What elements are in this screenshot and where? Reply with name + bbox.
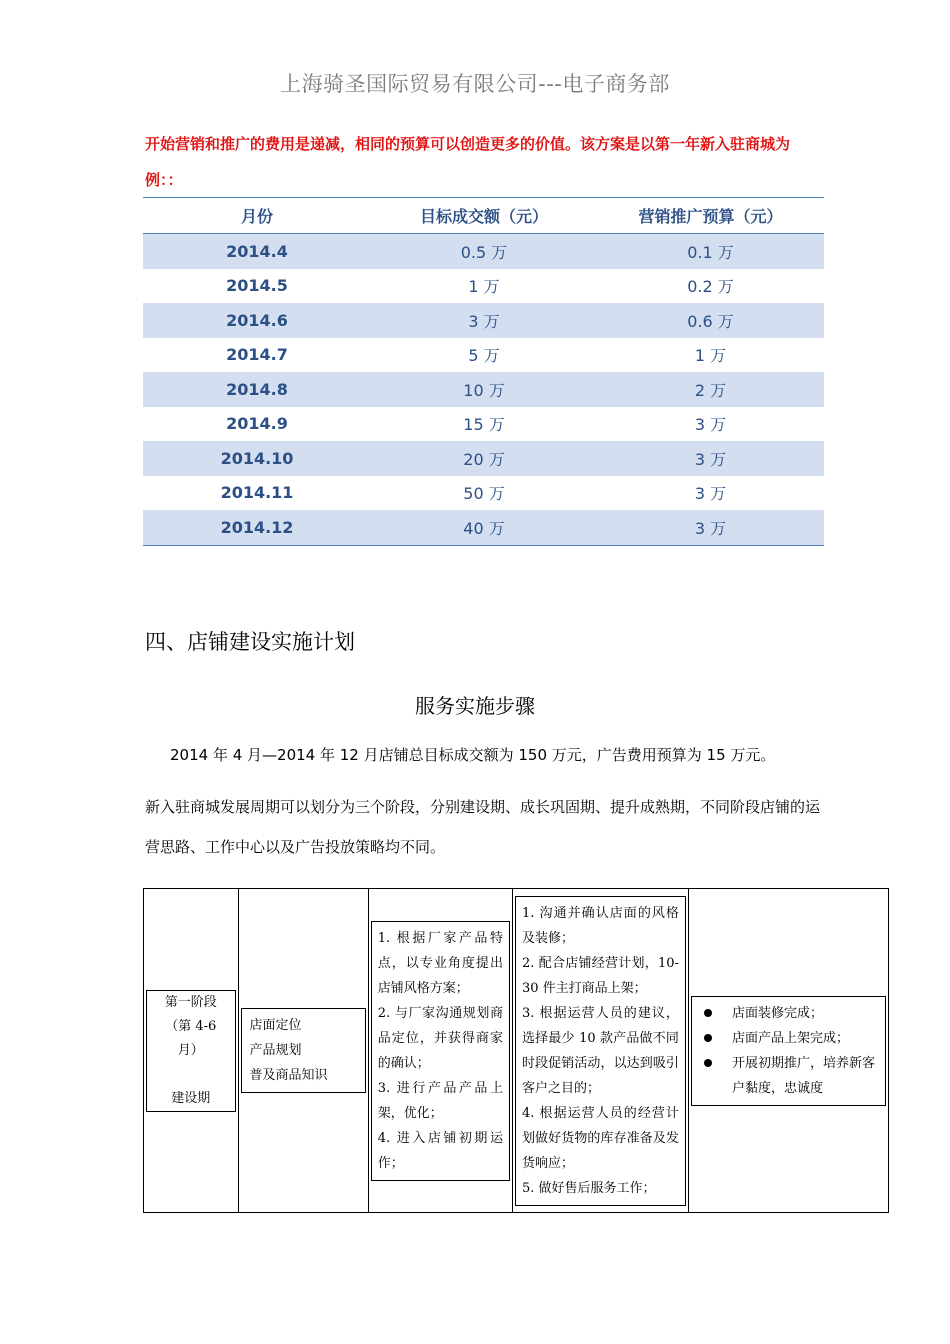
goals-cell [688, 889, 888, 1213]
cell-target: 5 万 [468, 346, 500, 366]
cell-month: 2014.4 [143, 234, 371, 269]
action-item: 2. 与厂家沟通规划商品定位，并获得商家的确认； [377, 1005, 503, 1071]
actions-cell [368, 889, 512, 1213]
stage-cell-frame [146, 990, 236, 1112]
step-item: 3. 根据运营人员的建议，选择最少 10 款产品做不同时段促销活动，以达到吸引客户之目的； [521, 1005, 679, 1096]
implementation-plan-table [143, 888, 889, 1213]
table-row [143, 338, 824, 373]
paragraph-target-summary: 2014 年 4 月—2014 年 12 月店铺总目标成交额为 150 万元，广告费用预算为 15 万元。 [170, 746, 776, 764]
cell-budget: 2 万 [597, 372, 824, 407]
focus-cell-frame [241, 1008, 366, 1093]
cell-target: 20 万 [371, 441, 597, 476]
bullet-icon [704, 1009, 712, 1017]
focus-item: 产品规划 [249, 1043, 302, 1058]
paragraph-phases: 新入驻商城发展周期可以划分为三个阶段，分别建设期、成长巩固期、提升成熟期，不同阶段店铺的运营思路、工作中心以及广告投放策略均不同。 [145, 798, 821, 856]
step-item: 4. 根据运营人员的经营计划做好货物的库存准备及发货响应； [521, 1105, 679, 1171]
cell-budget: 3 万 [597, 441, 824, 476]
goals-cell-frame [691, 996, 886, 1106]
table-row [143, 372, 824, 407]
goal-text: 店面装修完成； [731, 1005, 823, 1021]
cell-month: 2014.6 [143, 303, 371, 338]
cell-month: 2014.10 [143, 441, 371, 476]
cell-month: 2014.11 [220, 483, 294, 503]
cell-budget: 3 万 [597, 510, 824, 545]
header-month: 月份 [143, 198, 371, 234]
actions-cell-frame [371, 921, 510, 1181]
budget-note: 开始营销和推广的费用是递减，相同的预算可以创造更多的价值。该方案是以第一年新入驻商城为例：： [145, 135, 791, 189]
cell-budget: 0.2 万 [687, 277, 734, 297]
table-row [143, 303, 824, 338]
step-item: 5. 做好售后服务工作； [521, 1180, 656, 1196]
step-item: 2. 配合店铺经营计划，10-30 件主打商品上架； [521, 955, 679, 996]
cell-target: 0.5 万 [371, 234, 597, 269]
stage-label: 建设期 [171, 1090, 211, 1106]
cell-month: 2014.5 [226, 276, 288, 296]
stage-name: 第一阶段 [164, 994, 217, 1010]
cell-budget: 3 万 [694, 484, 727, 504]
budget-table-header-row [143, 198, 824, 234]
list-item [702, 1001, 879, 1026]
goal-text: 开展初期推广，培养新客户黏度，忠诚度 [731, 1055, 875, 1096]
steps-cell-frame [515, 896, 686, 1206]
cell-target: 10 万 [371, 372, 597, 407]
goals-list [702, 1001, 879, 1101]
goal-text: 店面产品上架完成； [731, 1030, 849, 1046]
section-heading: 四、店铺建设实施计划 [145, 630, 355, 654]
cell-month: 2014.9 [226, 414, 288, 434]
stage-period: （第 4-6 [165, 1018, 217, 1034]
table-row [143, 234, 824, 269]
action-item: 4. 进入店铺初期运作； [377, 1130, 503, 1171]
cell-target: 15 万 [463, 415, 505, 435]
cell-budget: 3 万 [694, 415, 727, 435]
cell-month: 2014.12 [143, 510, 371, 545]
bullet-icon [704, 1059, 712, 1067]
budget-table [143, 197, 824, 546]
focus-cell [238, 889, 368, 1213]
focus-item: 普及商品知识 [249, 1068, 328, 1083]
stage-cell [144, 889, 239, 1213]
step-item: 1. 沟通并确认店面的风格及装修； [521, 905, 679, 946]
table-row [143, 441, 824, 476]
cell-budget: 0.1 万 [597, 234, 824, 269]
table-row [143, 476, 824, 511]
cell-month: 2014.7 [226, 345, 288, 365]
header-marketing-budget: 营销推广预算（元） [597, 198, 824, 234]
bullet-icon [704, 1034, 712, 1042]
table-row [143, 510, 824, 545]
cell-budget: 0.6 万 [597, 303, 824, 338]
steps-cell [512, 889, 688, 1213]
list-item [702, 1051, 879, 1101]
cell-target: 50 万 [463, 484, 505, 504]
stage-period-end: 月） [177, 1042, 204, 1058]
action-item: 1. 根据厂家产品特点，以专业角度提出店铺风格方案； [377, 930, 503, 996]
action-item: 3. 进行产品产品上架，优化； [377, 1080, 503, 1121]
cell-budget: 1 万 [694, 346, 727, 366]
focus-item: 店面定位 [249, 1018, 302, 1033]
table-row [143, 269, 824, 304]
cell-month: 2014.8 [143, 372, 371, 407]
list-item [702, 1026, 879, 1051]
cell-target: 40 万 [371, 510, 597, 545]
header-target-sales: 目标成交额（元） [371, 198, 597, 234]
sub-heading: 服务实施步骤 [415, 694, 535, 718]
cell-target: 3 万 [371, 303, 597, 338]
table-row [144, 889, 889, 1213]
cell-target: 1 万 [468, 277, 500, 297]
table-row [143, 407, 824, 442]
page-header-title: 上海骑圣国际贸易有限公司---电子商务部 [280, 72, 670, 96]
